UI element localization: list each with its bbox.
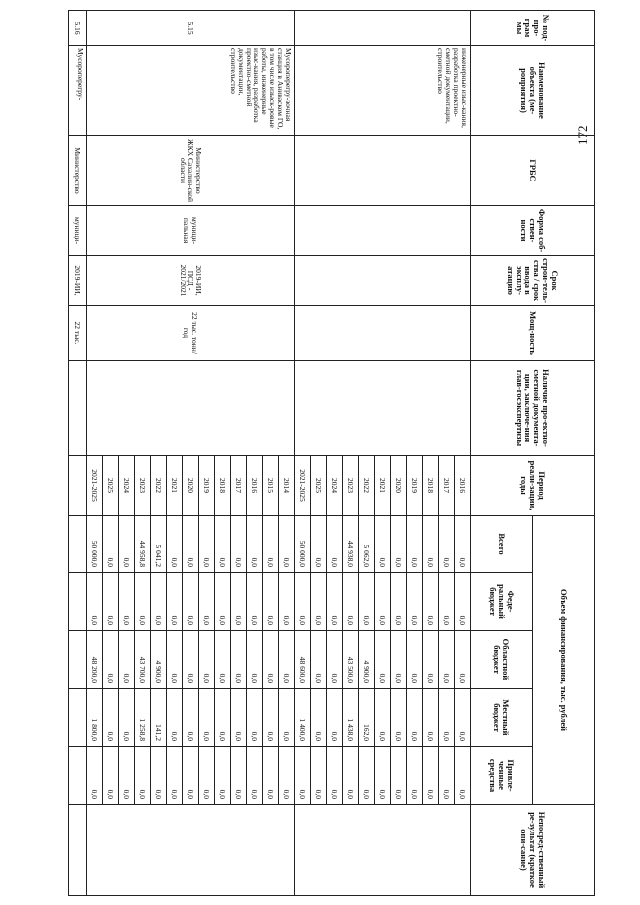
- header-attracted: Привле-ченные средства: [471, 747, 533, 805]
- ownership-cell: [295, 206, 471, 256]
- attracted-cell: 0,0: [423, 747, 439, 805]
- regional-cell: 0,0: [327, 631, 343, 689]
- attracted-cell: 0,0: [279, 747, 295, 805]
- ownership-cell: муници-пальная: [87, 206, 295, 256]
- total-cell: 50 000,0: [87, 516, 103, 573]
- regional-cell: 0,0: [407, 631, 423, 689]
- federal-cell: 0,0: [199, 573, 215, 631]
- federal-cell: 0,0: [295, 573, 311, 631]
- regional-cell: 0,0: [231, 631, 247, 689]
- federal-cell: 0,0: [231, 573, 247, 631]
- attracted-cell: 0,0: [231, 747, 247, 805]
- regional-cell: 0,0: [439, 631, 455, 689]
- total-cell: 0,0: [423, 516, 439, 573]
- total-cell: 0,0: [263, 516, 279, 573]
- federal-cell: 0,0: [263, 573, 279, 631]
- federal-cell: 0,0: [407, 573, 423, 631]
- attracted-cell: 0,0: [375, 747, 391, 805]
- local-cell: 0,0: [327, 689, 343, 747]
- header-capacity: Мощ-ность: [471, 306, 595, 361]
- header-ownership: Форма соб-ствен-ности: [471, 206, 595, 256]
- header-period: Период реали-зации, годы: [471, 456, 595, 516]
- budget-table: [68, 10, 595, 896]
- ownership-cell: муници-: [69, 206, 87, 256]
- attracted-cell: 0,0: [263, 747, 279, 805]
- attracted-cell: 0,0: [295, 747, 311, 805]
- attracted-cell: 0,0: [183, 747, 199, 805]
- design-docs-cell: [295, 361, 471, 456]
- period-cell: 2018: [423, 456, 439, 516]
- header-name: Наименование объекта (ме-роприятия): [471, 46, 595, 136]
- federal-cell: 0,0: [103, 573, 119, 631]
- header-result: Непосред-ственный ре-зультат (краткое опи-сание): [471, 805, 595, 896]
- period-cell: 2019: [407, 456, 423, 516]
- period-cell: 2021-2025: [87, 456, 103, 516]
- grbs-cell: Министерство ЖКХ Сахалин-ской области: [87, 136, 295, 206]
- total-cell: 0,0: [119, 516, 135, 573]
- federal-cell: 0,0: [151, 573, 167, 631]
- local-cell: 1 800,0: [87, 689, 103, 747]
- attracted-cell: 0,0: [87, 747, 103, 805]
- local-cell: 0,0: [407, 689, 423, 747]
- attracted-cell: 0,0: [439, 747, 455, 805]
- empty-cell: [69, 516, 87, 573]
- period-cell: 2021: [167, 456, 183, 516]
- period-cell: 2024: [119, 456, 135, 516]
- regional-cell: 0,0: [391, 631, 407, 689]
- attracted-cell: 0,0: [391, 747, 407, 805]
- object-name-cell: Мусороперегру-зочная станция в Аниваском ГО, в том числе изыск-ровые работы, инженерные изыс-кания, разработка проектно-сметной документации, строительство: [87, 46, 295, 136]
- period-cell: 2024: [327, 456, 343, 516]
- period-cell: 2023: [343, 456, 359, 516]
- federal-cell: 0,0: [375, 573, 391, 631]
- object-name-cell: Мусороперегру-: [69, 46, 87, 136]
- attracted-cell: 0,0: [247, 747, 263, 805]
- total-cell: 0,0: [439, 516, 455, 573]
- total-cell: 50 000,0: [295, 516, 311, 573]
- local-cell: 0,0: [439, 689, 455, 747]
- federal-cell: 0,0: [135, 573, 151, 631]
- period-cell: 2020: [391, 456, 407, 516]
- period-cell: 2021-2025: [295, 456, 311, 516]
- row-number-cell: 5.16: [69, 11, 87, 46]
- result-cell: [87, 805, 295, 896]
- federal-cell: 0,0: [311, 573, 327, 631]
- period-cell: 2023: [135, 456, 151, 516]
- local-cell: 0,0: [455, 689, 471, 747]
- total-cell: 0,0: [199, 516, 215, 573]
- total-cell: 0,0: [311, 516, 327, 573]
- table-row: [69, 11, 87, 896]
- federal-cell: 0,0: [183, 573, 199, 631]
- period-cell: 2016: [455, 456, 471, 516]
- total-cell: 44 958,8: [135, 516, 151, 573]
- header-design-docs: Наличие про-ектно-сметной документа-ции, заключе-ния глав-госэкспертизы: [471, 361, 595, 456]
- grbs-cell: Министерство: [69, 136, 87, 206]
- local-cell: 0,0: [215, 689, 231, 747]
- regional-cell: 4 900,0: [359, 631, 375, 689]
- total-cell: 0,0: [247, 516, 263, 573]
- total-cell: 5 062,0: [359, 516, 375, 573]
- period-cell: 2025: [103, 456, 119, 516]
- attracted-cell: 0,0: [327, 747, 343, 805]
- header-federal: Феде-ральный бюджет: [471, 573, 533, 631]
- attracted-cell: 0,0: [151, 747, 167, 805]
- header-local: Местный бюджет: [471, 689, 533, 747]
- federal-cell: 0,0: [167, 573, 183, 631]
- total-cell: 5 041,2: [151, 516, 167, 573]
- total-cell: 0,0: [279, 516, 295, 573]
- regional-cell: 0,0: [455, 631, 471, 689]
- attracted-cell: 0,0: [215, 747, 231, 805]
- federal-cell: 0,0: [119, 573, 135, 631]
- empty-cell: [69, 361, 87, 456]
- period-cell: 2014: [279, 456, 295, 516]
- local-cell: 1 258,8: [135, 689, 151, 747]
- header-term: Срок строи-тель-ства / срок ввода в эксплу-атацию: [471, 256, 595, 306]
- table-row: [279, 11, 295, 896]
- period-cell: 2015: [263, 456, 279, 516]
- attracted-cell: 0,0: [103, 747, 119, 805]
- capacity-cell: 22 тыс. тонн/год: [87, 306, 295, 361]
- local-cell: 0,0: [119, 689, 135, 747]
- attracted-cell: 0,0: [359, 747, 375, 805]
- regional-cell: 0,0: [119, 631, 135, 689]
- local-cell: 0,0: [423, 689, 439, 747]
- attracted-cell: 0,0: [135, 747, 151, 805]
- empty-cell: [69, 456, 87, 516]
- federal-cell: 0,0: [423, 573, 439, 631]
- regional-cell: 43 500,0: [343, 631, 359, 689]
- block-c-5-16: [69, 11, 87, 896]
- regional-cell: 0,0: [375, 631, 391, 689]
- capacity-cell: 22 тыс.: [69, 306, 87, 361]
- regional-cell: 0,0: [279, 631, 295, 689]
- total-cell: 0,0: [215, 516, 231, 573]
- header-regional: Областной бюджет: [471, 631, 533, 689]
- federal-cell: 0,0: [215, 573, 231, 631]
- total-cell: 0,0: [391, 516, 407, 573]
- federal-cell: 0,0: [279, 573, 295, 631]
- period-cell: 2022: [359, 456, 375, 516]
- row-number-cell: [295, 11, 471, 46]
- attracted-cell: 0,0: [167, 747, 183, 805]
- federal-cell: 0,0: [455, 573, 471, 631]
- object-name-cell: инженерные изыс-кания, разработка проектно-сметной документации, строительство: [295, 46, 471, 136]
- grbs-cell: [295, 136, 471, 206]
- attracted-cell: 0,0: [119, 747, 135, 805]
- federal-cell: 0,0: [247, 573, 263, 631]
- attracted-cell: 0,0: [199, 747, 215, 805]
- total-cell: 0,0: [103, 516, 119, 573]
- local-cell: 0,0: [391, 689, 407, 747]
- header-funding: Объем финансирования, тыс. рублей: [533, 516, 595, 805]
- term-cell: [295, 256, 471, 306]
- header-grbs: ГРБС: [471, 136, 595, 206]
- regional-cell: 43 700,0: [135, 631, 151, 689]
- regional-cell: 0,0: [247, 631, 263, 689]
- local-cell: 0,0: [279, 689, 295, 747]
- federal-cell: 0,0: [327, 573, 343, 631]
- regional-cell: 0,0: [183, 631, 199, 689]
- local-cell: 0,0: [375, 689, 391, 747]
- regional-cell: 0,0: [311, 631, 327, 689]
- term-cell: 2019-ИИ, ПСД - 2021/2021: [87, 256, 295, 306]
- local-cell: 141,2: [151, 689, 167, 747]
- period-cell: 2019: [199, 456, 215, 516]
- table-row: [455, 11, 471, 896]
- federal-cell: 0,0: [439, 573, 455, 631]
- period-cell: 2017: [439, 456, 455, 516]
- total-cell: 0,0: [231, 516, 247, 573]
- federal-cell: 0,0: [391, 573, 407, 631]
- local-cell: 0,0: [167, 689, 183, 747]
- block-b-5-15: [87, 11, 295, 896]
- regional-cell: 48 600,0: [295, 631, 311, 689]
- row-number-cell: 5.15: [87, 11, 295, 46]
- empty-cell: [69, 631, 87, 689]
- period-cell: 2022: [151, 456, 167, 516]
- local-cell: 0,0: [199, 689, 215, 747]
- total-cell: 0,0: [407, 516, 423, 573]
- local-cell: 0,0: [311, 689, 327, 747]
- regional-cell: 0,0: [263, 631, 279, 689]
- header-total: Всего: [471, 516, 533, 573]
- period-cell: 2021: [375, 456, 391, 516]
- local-cell: 1 400,0: [295, 689, 311, 747]
- empty-cell: [69, 747, 87, 805]
- term-cell: 2019-ИИ,: [69, 256, 87, 306]
- attracted-cell: 0,0: [455, 747, 471, 805]
- period-cell: 2025: [311, 456, 327, 516]
- regional-cell: 0,0: [167, 631, 183, 689]
- period-cell: 2018: [215, 456, 231, 516]
- attracted-cell: 0,0: [343, 747, 359, 805]
- attracted-cell: 0,0: [407, 747, 423, 805]
- regional-cell: 0,0: [215, 631, 231, 689]
- local-cell: 0,0: [103, 689, 119, 747]
- empty-cell: [69, 805, 87, 896]
- design-docs-cell: [87, 361, 295, 456]
- federal-cell: 0,0: [87, 573, 103, 631]
- local-cell: 0,0: [183, 689, 199, 747]
- local-cell: 0,0: [263, 689, 279, 747]
- local-cell: 1 438,0: [343, 689, 359, 747]
- local-cell: 162,0: [359, 689, 375, 747]
- period-cell: 2017: [231, 456, 247, 516]
- empty-cell: [69, 573, 87, 631]
- regional-cell: 0,0: [199, 631, 215, 689]
- capacity-cell: [295, 306, 471, 361]
- federal-cell: 0,0: [359, 573, 375, 631]
- regional-cell: 48 200,0: [87, 631, 103, 689]
- period-cell: 2016: [247, 456, 263, 516]
- page-number: 172: [575, 125, 590, 145]
- local-cell: 0,0: [231, 689, 247, 747]
- federal-cell: 0,0: [343, 573, 359, 631]
- total-cell: 0,0: [375, 516, 391, 573]
- total-cell: 0,0: [167, 516, 183, 573]
- total-cell: 0,0: [327, 516, 343, 573]
- result-cell: [295, 805, 471, 896]
- regional-cell: 4 900,0: [151, 631, 167, 689]
- regional-cell: 0,0: [423, 631, 439, 689]
- period-cell: 2020: [183, 456, 199, 516]
- attracted-cell: 0,0: [311, 747, 327, 805]
- total-cell: 0,0: [455, 516, 471, 573]
- regional-cell: 0,0: [103, 631, 119, 689]
- empty-cell: [69, 689, 87, 747]
- local-cell: 0,0: [247, 689, 263, 747]
- total-cell: 44 938,0: [343, 516, 359, 573]
- budget-table-sheet: [73, 10, 595, 895]
- header-num: № под-про-грам мы: [471, 11, 595, 46]
- block-a: [295, 11, 471, 896]
- total-cell: 0,0: [183, 516, 199, 573]
